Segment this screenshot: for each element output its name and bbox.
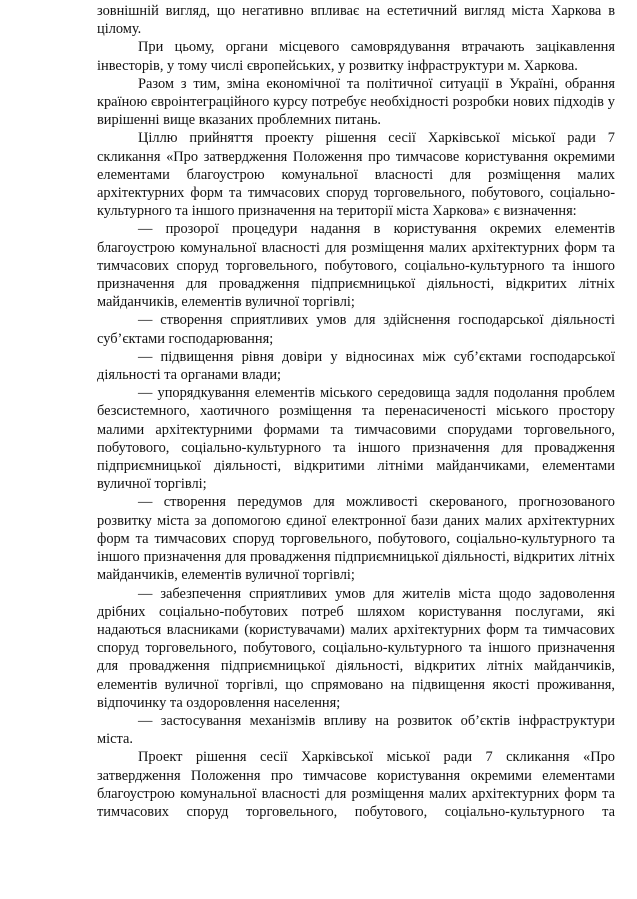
list-item-prerequisites: — створення передумов для можливості скерованого, прогнозованого розвитку міста за допомогою єдиної електронної бази даних малих архітектурних форм та тимчасових споруд торговельного, побутового, соціально-культурного та іншого призначення для провадження підприємницької діяльності, відкритих літніх майданчиків, елементів вуличної торгівлі; xyxy=(97,494,615,584)
paragraph-continuation: зовнішній вигляд, що негативно впливає на естетичний вигляд міста Харкова в цілому. xyxy=(97,3,615,38)
list-item-transparent-procedure: — прозорої процедури надання в користування окремих елементів благоустрою комунальної власності для розміщення малих архітектурних форм та тимчасових споруд торговельного, побутового, соціально-культурного та іншого призначення для провадження підприємницької діяльності, відкритих літніх майданчиків, елементів вуличної торгівлі; xyxy=(97,221,615,311)
list-item-ordering: — упорядкування елементів міського середовища задля подолання проблем безсистемного, хаотичного розміщення та перенасиченості міського простору малими архітектурними формами та тимчасовими спорудами торговельного, побутового, соціально-культурного та іншого призначення для провадження підприємницької діяльності, відкритими літніми майданчиками, елементами вуличної торгівлі; xyxy=(97,385,615,493)
list-item-trust-level: — підвищення рівня довіри у відносинах між суб’єктами господарської діяльності та органами влади; xyxy=(97,348,615,384)
paragraph-draft-decision: Проект рішення сесії Харківської міської ради 7 скликання «Про затвердження Положення про тимчасове користування окремими елементами благоустрою комунальної власності для розміщення малих архітектурних форм та тимчасових споруд торговельного, побутового, соціально-культурного та xyxy=(97,749,615,820)
paragraph-goal: Ціллю прийняття проекту рішення сесії Харківської міської ради 7 скликання «Про затвердження Положення про тимчасове користування окремими елементами благоустрою комунальної власності для розміщення малих архітектурних форм та тимчасових споруд торговельного, побутового, соціально-культурного та іншого призначення на території міста Харкова» є визначення: xyxy=(97,130,615,220)
list-item-residents: — забезпечення сприятливих умов для жителів міста щодо задоволення дрібних соціально-побутових потреб шляхом користування послугами, які надаються власниками (користувачами) малих архітектурних форм та тимчасових споруд торговельного, побутового, соціально-культурного та іншого призначення для провадження підприємницької діяльності, відкритих літніх майданчиків, елементів вуличної торгівлі, що спрямовано на підвищення якості проживання, відпочинку та оздоровлення населення; xyxy=(97,585,615,711)
paragraph-investors: При цьому, органи місцевого самоврядування втрачають зацікавлення інвесторів, у тому числі європейських, у розвитку інфраструктури м. Харкова. xyxy=(97,39,615,74)
list-item-favorable-conditions: — створення сприятливих умов для здійснення господарської діяльності суб’єктами господарювання; xyxy=(97,312,615,347)
paragraph-changes: Разом з тим, зміна економічної та політичної ситуації в Україні, обрання країною євроінтеграційного курсу потребує необхідності розробки нових підходів у вирішенні вище вказаних проблемних питань. xyxy=(97,75,615,129)
list-item-mechanisms: — застосування механізмів впливу на розвиток об’єктів інфраструктури міста. xyxy=(97,712,615,748)
